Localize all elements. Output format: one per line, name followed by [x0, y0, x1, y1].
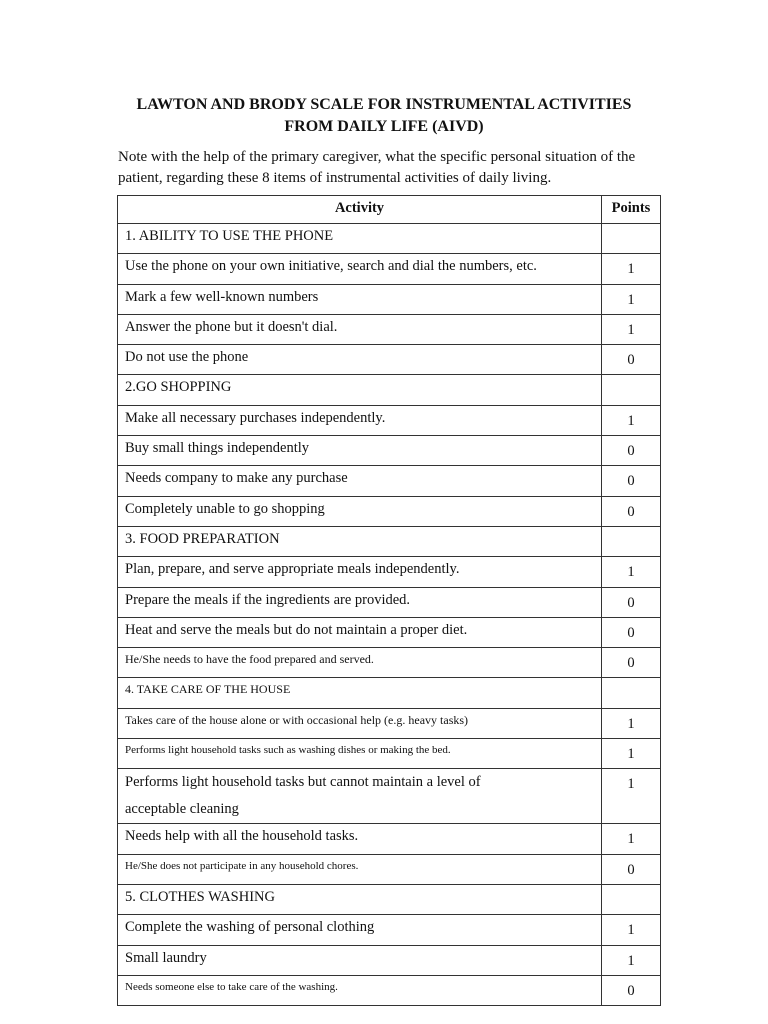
points-cell: 1 — [602, 739, 661, 769]
instruction-note — [118, 147, 663, 189]
table-row — [118, 375, 661, 405]
activity-cell: Heat and serve the meals but do not maintain a proper diet. — [118, 617, 602, 647]
activity-cell: He/She needs to have the food prepared and served. — [118, 648, 602, 678]
table-header-row — [118, 196, 661, 224]
activity-cell: Needs help with all the household tasks. — [118, 824, 602, 854]
activity-cell: Takes care of the house alone or with occasional help (e.g. heavy tasks) — [118, 708, 602, 738]
header-activity: Activity — [118, 196, 602, 224]
points-cell: 1 — [602, 314, 661, 344]
title-line-2: FROM DAILY LIFE (AIVD) — [284, 118, 484, 135]
table-row — [118, 708, 661, 738]
activity-cell: Answer the phone but it doesn't dial. — [118, 314, 602, 344]
points-cell: 1 — [602, 284, 661, 314]
table-row — [118, 557, 661, 587]
table-row — [118, 254, 661, 284]
table-row — [118, 617, 661, 647]
points-cell: 1 — [602, 405, 661, 435]
table-row — [118, 854, 661, 884]
table-row — [118, 587, 661, 617]
points-cell: 1 — [602, 769, 661, 824]
activity-cell: Mark a few well-known numbers — [118, 284, 602, 314]
points-cell — [602, 224, 661, 254]
table-row — [118, 739, 661, 769]
activity-cell: 3. FOOD PREPARATION — [118, 526, 602, 556]
points-cell: 0 — [602, 617, 661, 647]
points-cell: 0 — [602, 975, 661, 1005]
table-row — [118, 884, 661, 914]
activity-cell: 4. TAKE CARE OF THE HOUSE — [118, 678, 602, 708]
points-cell — [602, 884, 661, 914]
activity-cell — [118, 769, 602, 824]
table-row — [118, 769, 661, 824]
note-line-1: Note with the help of the primary caregiver, what the specific personal situation of the — [118, 149, 636, 165]
activity-cell: He/She does not participate in any household chores. — [118, 854, 602, 884]
table-row — [118, 284, 661, 314]
activity-cell: Prepare the meals if the ingredients are provided. — [118, 587, 602, 617]
points-cell: 1 — [602, 708, 661, 738]
table-row — [118, 678, 661, 708]
points-cell: 0 — [602, 436, 661, 466]
points-cell: 1 — [602, 915, 661, 945]
table-row — [118, 466, 661, 496]
activity-text-line-1: Performs light household tasks but cannot maintain a level of — [125, 774, 481, 791]
activity-cell: 5. CLOTHES WASHING — [118, 884, 602, 914]
points-cell: 1 — [602, 254, 661, 284]
activity-cell: Needs company to make any purchase — [118, 466, 602, 496]
activity-cell: Make all necessary purchases independently. — [118, 405, 602, 435]
points-cell: 0 — [602, 854, 661, 884]
activities-table — [117, 195, 661, 1006]
activity-cell: Completely unable to go shopping — [118, 496, 602, 526]
table-row — [118, 405, 661, 435]
points-cell: 0 — [602, 466, 661, 496]
activity-cell: Needs someone else to take care of the washing. — [118, 975, 602, 1005]
table-row — [118, 224, 661, 254]
points-cell — [602, 375, 661, 405]
table-row — [118, 975, 661, 1005]
table-row — [118, 436, 661, 466]
activity-cell: Small laundry — [118, 945, 602, 975]
activity-cell: Plan, prepare, and serve appropriate meals independently. — [118, 557, 602, 587]
table-row — [118, 314, 661, 344]
points-cell: 1 — [602, 824, 661, 854]
table-row — [118, 945, 661, 975]
activity-cell: 2.GO SHOPPING — [118, 375, 602, 405]
table-row — [118, 526, 661, 556]
activity-cell: Performs light household tasks such as washing dishes or making the bed. — [118, 739, 602, 769]
activity-cell: 1. ABILITY TO USE THE PHONE — [118, 224, 602, 254]
points-cell: 1 — [602, 945, 661, 975]
note-line-2: patient, regarding these 8 items of instrumental activities of daily living. — [118, 170, 552, 186]
activity-cell: Use the phone on your own initiative, search and dial the numbers, etc. — [118, 254, 602, 284]
points-cell: 0 — [602, 496, 661, 526]
table-row — [118, 345, 661, 375]
points-cell: 0 — [602, 345, 661, 375]
points-cell — [602, 526, 661, 556]
table-row — [118, 648, 661, 678]
table-row — [118, 496, 661, 526]
points-cell: 0 — [602, 587, 661, 617]
points-cell: 1 — [602, 557, 661, 587]
activity-cell: Do not use the phone — [118, 345, 602, 375]
table-row — [118, 915, 661, 945]
points-cell: 0 — [602, 648, 661, 678]
activity-text-line-2: acceptable cleaning — [125, 801, 239, 818]
activity-cell: Complete the washing of personal clothing — [118, 915, 602, 945]
document-title — [0, 94, 768, 138]
header-points: Points — [602, 196, 661, 224]
points-cell — [602, 678, 661, 708]
table-row — [118, 824, 661, 854]
title-line-1: LAWTON AND BRODY SCALE FOR INSTRUMENTAL ACTIVITIES — [136, 96, 632, 113]
activity-cell: Buy small things independently — [118, 436, 602, 466]
